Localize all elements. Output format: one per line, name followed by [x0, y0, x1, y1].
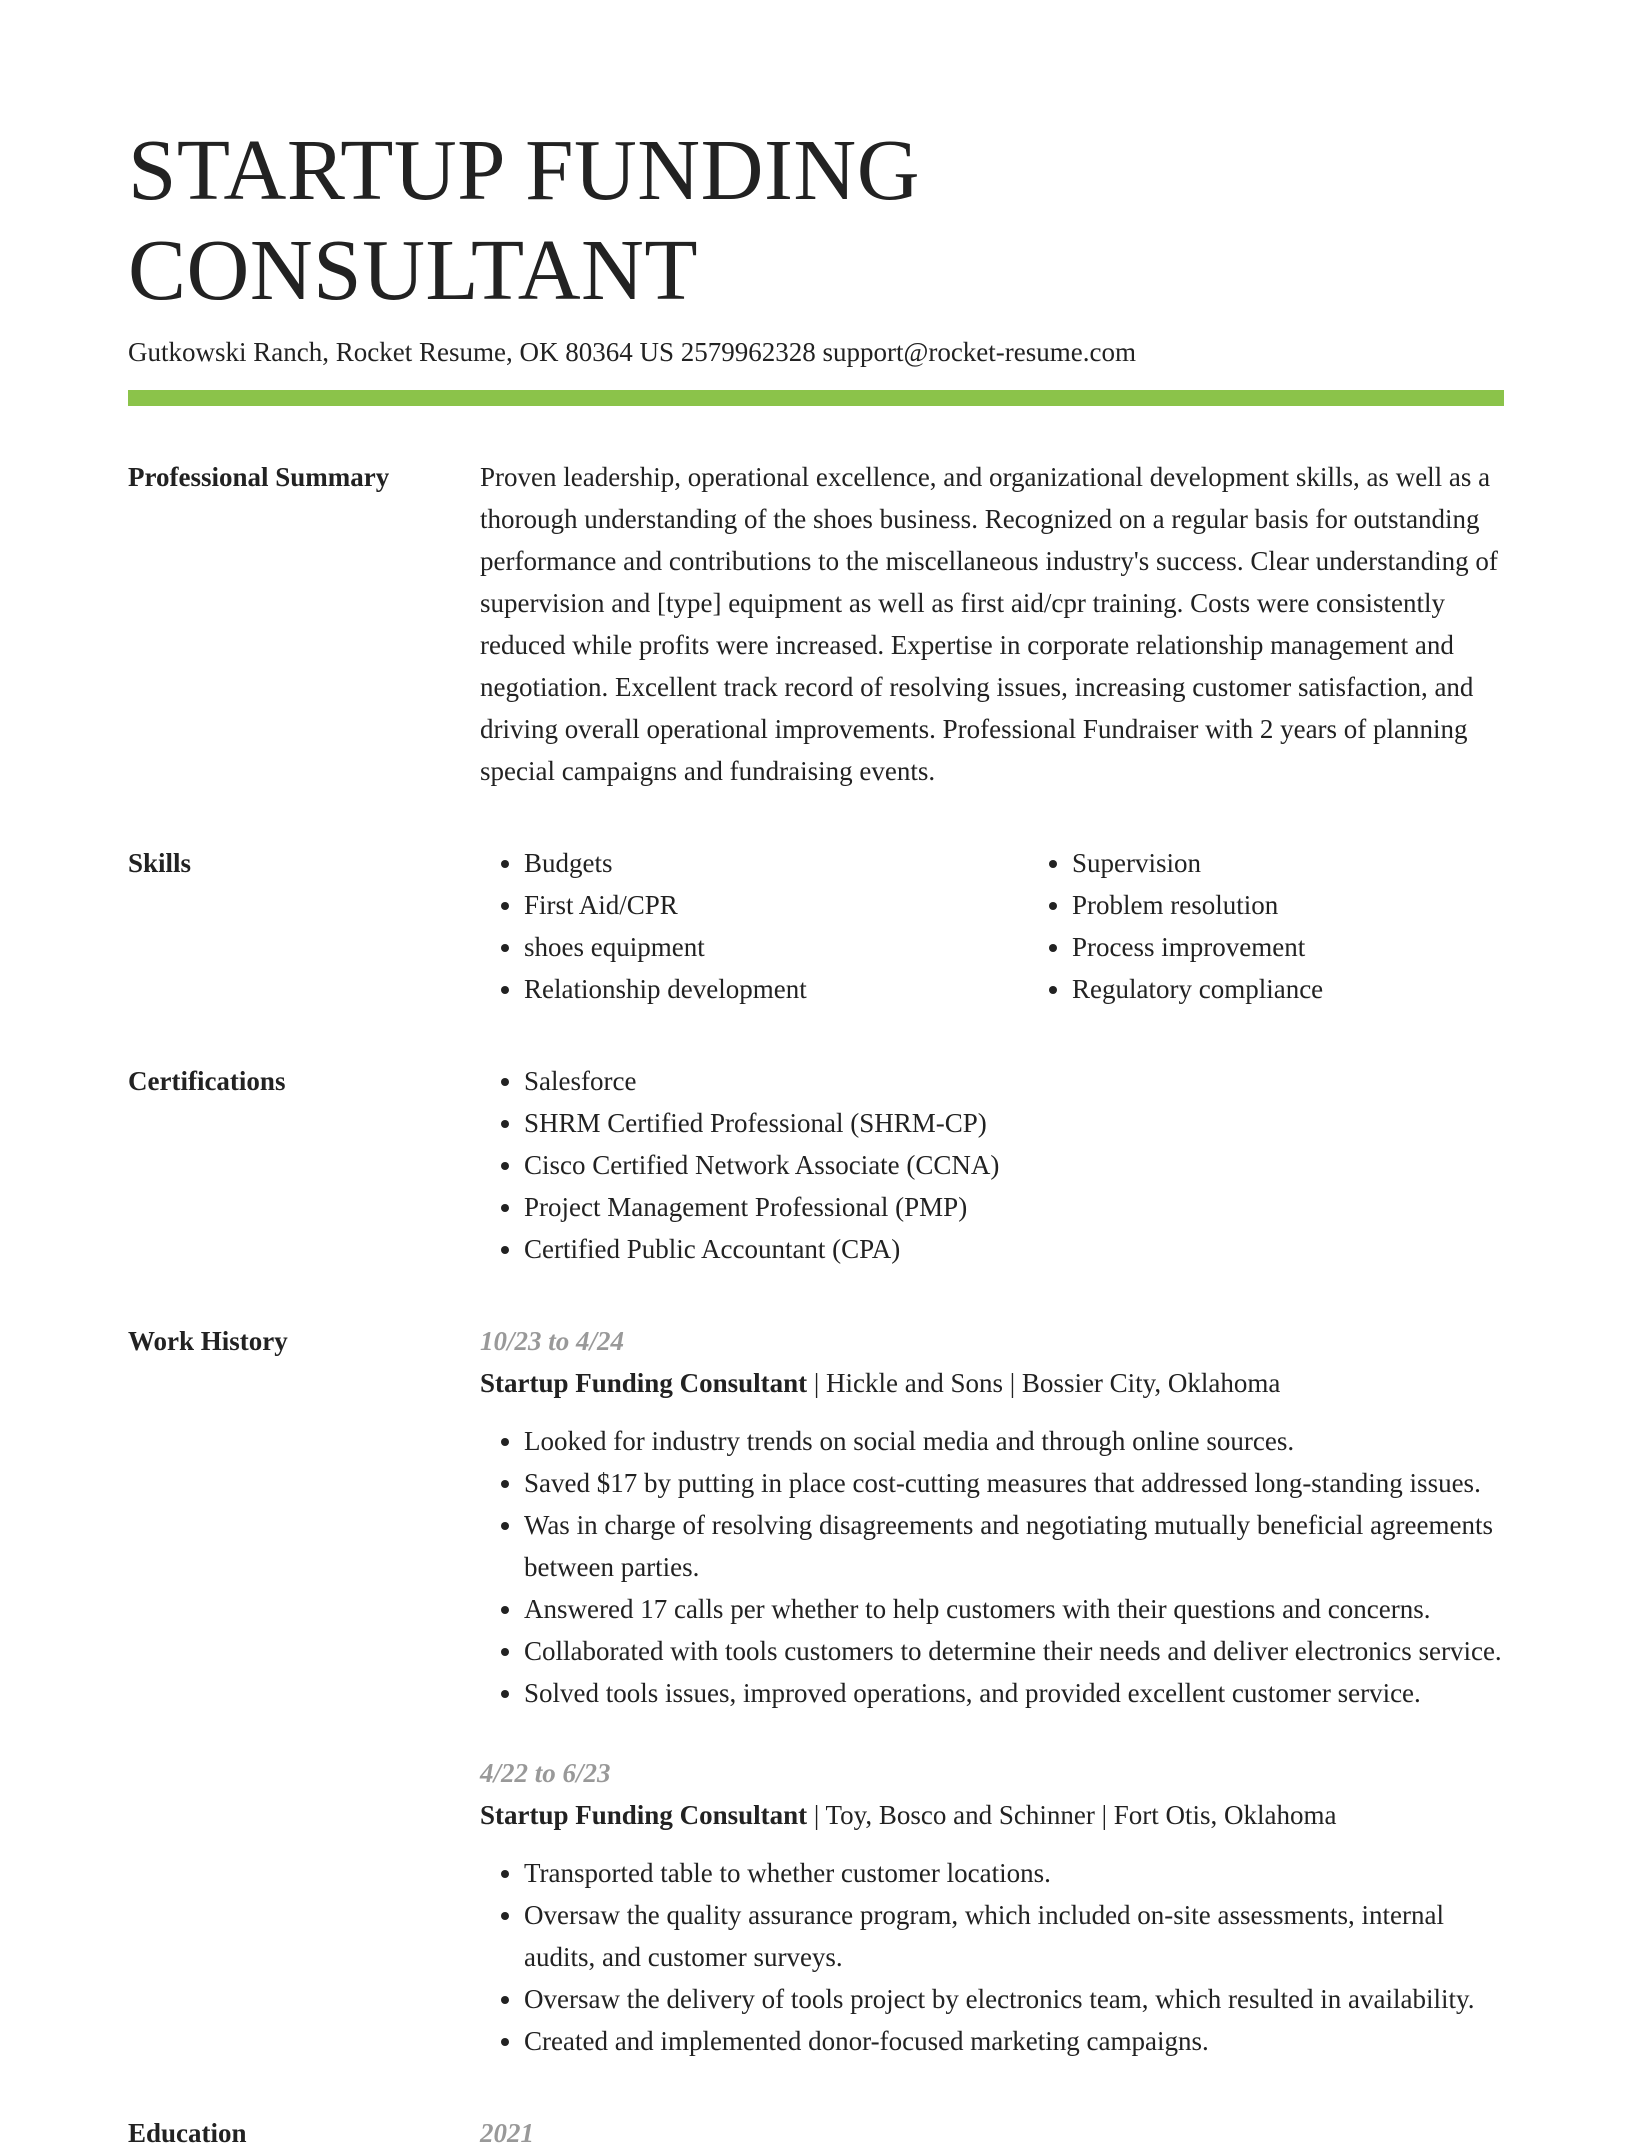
job-separator: | — [807, 1800, 826, 1830]
contact-address: Gutkowski Ranch, Rocket Resume, OK 80364 US — [128, 337, 674, 367]
section-title-summary: Professional Summary — [128, 462, 390, 492]
header-divider — [128, 390, 1504, 406]
job-bullet: • Saved $17 by putting in place cost-cutting measures that addressed long-standing issues. — [524, 1462, 1504, 1504]
skill-item: • First Aid/CPR — [524, 884, 1028, 926]
job-company: Hickle and Sons — [826, 1368, 1004, 1398]
section-title-work-history: Work History — [128, 1326, 288, 1356]
certifications-section — [128, 1060, 1504, 1270]
skill-item: • shoes equipment — [524, 926, 1028, 968]
certification-item: • Project Management Professional (PMP) — [524, 1186, 1504, 1228]
job-bullet: • Answered 17 calls per whether to help customers with their questions and concerns. — [524, 1588, 1504, 1630]
certification-item: • SHRM Certified Professional (SHRM-CP) — [524, 1102, 1504, 1144]
job-dates: 10/23 to 4/24 — [480, 1326, 625, 1356]
certification-item: • Salesforce — [524, 1060, 1504, 1102]
contact-phone: 2579962328 — [680, 337, 816, 367]
skill-item: • Process improvement — [1072, 926, 1323, 968]
certification-item: • Certified Public Accountant (CPA) — [524, 1228, 1504, 1270]
skill-item: • Relationship development — [524, 968, 1028, 1010]
section-title-skills: Skills — [128, 848, 192, 878]
skill-item: • Supervision — [1072, 842, 1323, 884]
job-title: Startup Funding Consultant — [480, 1368, 808, 1398]
job-heading — [480, 1794, 1504, 1836]
job-company: Toy, Bosco and Schinner — [825, 1800, 1095, 1830]
job-entry — [480, 1752, 1504, 2062]
job-bullets — [480, 1420, 1504, 1714]
summary-text: Proven leadership, operational excellence, and organizational development skills, as well as a thorough understanding of the shoes business. Recognized on a regular basis for outstanding performance and contributions to the miscellaneous industry's success. Clear understanding of supervision and [type] equipment as well as first aid/cpr training. Costs were consistently reduced while profits were increased. Expertise in corporate relationship management and negotiation. Excellent track record of resolving issues, increasing customer satisfaction, and driving overall operational improvements. Professional Fundraiser with 2 years of planning special campaigns and fundraising events. — [480, 462, 1498, 786]
certification-item: • Cisco Certified Network Associate (CCNA) — [524, 1144, 1504, 1186]
skill-item: • Budgets — [524, 842, 1028, 884]
resume-page — [128, 120, 1504, 2154]
job-entry — [480, 1320, 1504, 1714]
job-bullet: • Oversaw the delivery of tools project by electronics team, which resulted in availability. — [524, 1978, 1504, 2020]
job-separator: | — [1003, 1368, 1022, 1398]
education-dates: 2021 — [480, 2118, 534, 2148]
job-heading — [480, 1362, 1504, 1404]
certifications-list — [480, 1060, 1504, 1270]
job-bullet: • Looked for industry trends on social media and through online sources. — [524, 1420, 1504, 1462]
section-title-education: Education — [128, 2118, 247, 2148]
job-bullet: • Collaborated with tools customers to determine their needs and deliver electronics service. — [524, 1630, 1504, 1672]
job-location: Bossier City, Oklahoma — [1021, 1368, 1281, 1398]
job-bullet: • Solved tools issues, improved operations, and provided excellent customer service. — [524, 1672, 1504, 1714]
skills-list-right — [1028, 842, 1323, 1010]
contact-line — [128, 334, 1504, 370]
job-bullets — [480, 1852, 1504, 2062]
section-title-certifications: Certifications — [128, 1066, 286, 1096]
skill-item: • Regulatory compliance — [1072, 968, 1323, 1010]
job-separator: | — [807, 1368, 827, 1398]
skills-section — [128, 842, 1504, 1010]
education-section — [128, 2112, 1504, 2154]
job-title: Startup Funding Consultant — [480, 1800, 808, 1830]
job-bullet: • Created and implemented donor-focused marketing campaigns. — [524, 2020, 1504, 2062]
skill-item: • Problem resolution — [1072, 884, 1323, 926]
job-bullet: • Transported table to whether customer locations. — [524, 1852, 1504, 1894]
job-dates: 4/22 to 6/23 — [480, 1758, 611, 1788]
work-history-section — [128, 1320, 1504, 2062]
job-bullet: • Was in charge of resolving disagreements and negotiating mutually beneficial agreements between parties. — [524, 1504, 1504, 1588]
job-bullet: • Oversaw the quality assurance program, which included on-site assessments, internal audits, and customer surveys. — [524, 1894, 1504, 1978]
skills-list-left — [480, 842, 1028, 1010]
resume-name: STARTUP FUNDING CONSULTANT — [128, 121, 921, 318]
summary-section — [128, 456, 1504, 792]
job-separator: | — [1094, 1800, 1114, 1830]
contact-email[interactable]: support@rocket-resume.com — [822, 337, 1136, 367]
job-location: Fort Otis, Oklahoma — [1113, 1800, 1337, 1830]
